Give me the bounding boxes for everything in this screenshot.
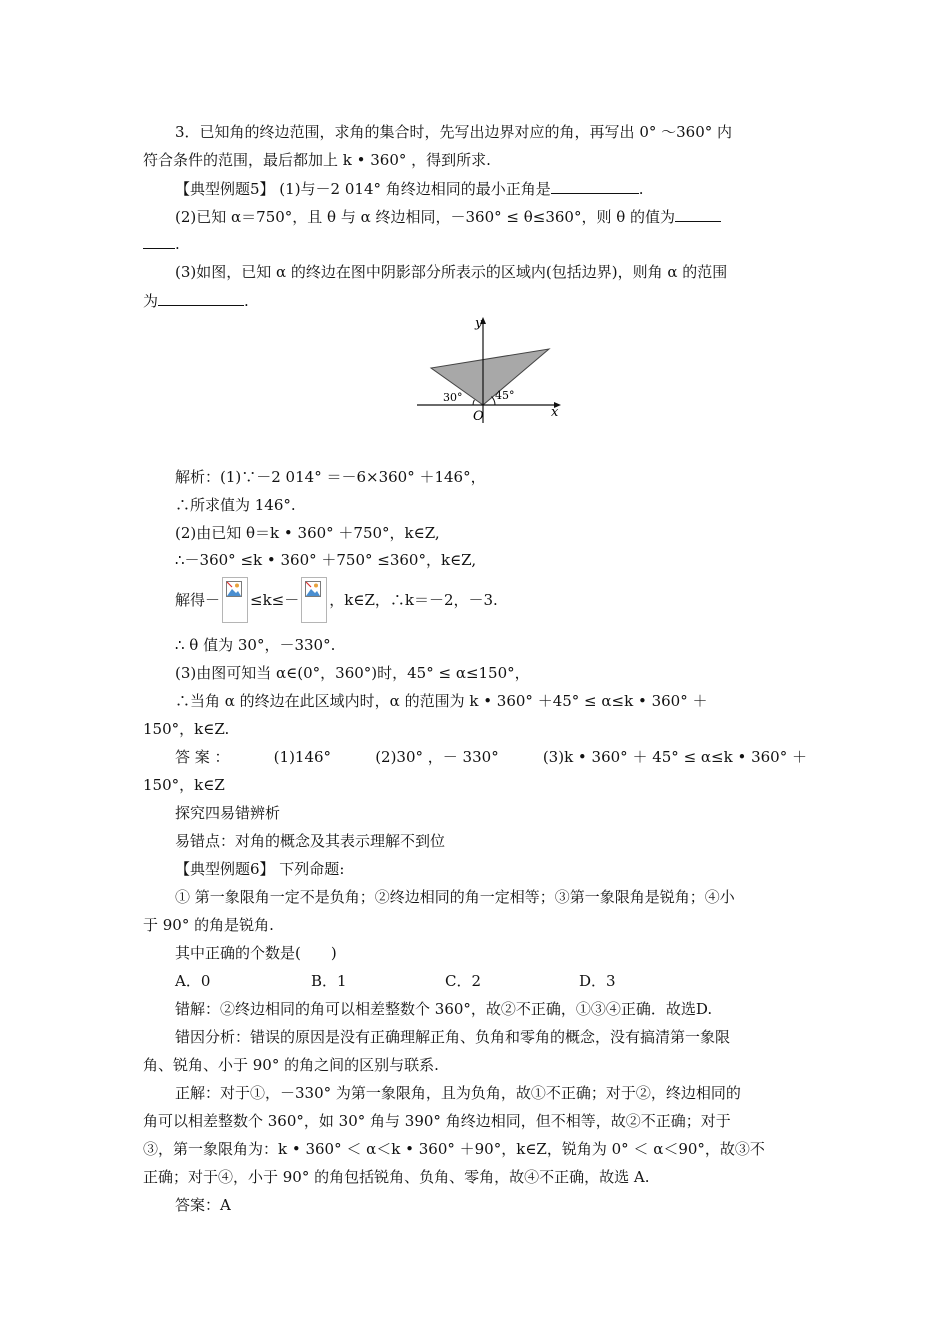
text-line: 符合条件的范围，最后都加上 k • 360° ，得到所求. (143, 151, 491, 169)
section-heading: 探究四易错辨析 (175, 804, 281, 822)
text-line: 错因分析：错误的原因是没有正确理解正角、负角和零角的概念，没有搞清第一象限 (175, 1028, 731, 1046)
answer-line: 150°，k∈Z (143, 776, 225, 794)
example-5-q2: (2)已知 α＝750°，且 θ 与 α 终边相同，－360° ≤ θ≤360°，则 θ 的值为 (175, 205, 721, 228)
text-line: 角、锐角、小于 90° 的角之间的区别与联系. (143, 1056, 439, 1074)
example-5-q2-cont: . (143, 232, 180, 255)
solution-line: 150°，k∈Z. (143, 720, 230, 738)
text-line: ① 第一象限角一定不是负角；②终边相同的角一定相等；③第一象限角是锐角；④小 (175, 888, 735, 906)
origin-label: O (473, 409, 484, 424)
answer-blank (143, 232, 175, 249)
x-axis-label: x (551, 405, 559, 420)
example-5-q3-cont: 为 . (143, 289, 249, 312)
solution-line: ∴－360° ≤k • 360° ＋750° ≤360°，k∈Z, (175, 551, 477, 569)
y-axis-label: y (475, 316, 483, 331)
text-line: 易错点：对角的概念及其表示理解不到位 (175, 832, 446, 850)
left-angle-arc (473, 400, 474, 405)
solution-line: ∴所求值为 146°. (175, 496, 296, 514)
solution-line: ∴当角 α 的终边在此区域内时，α 的范围为 k • 360° ＋45° ≤ α≤k • 360° ＋ (175, 692, 708, 710)
answer-line: 答 案 ： (1)146° (2)30° ，－ 330° (3)k • 360° ＋ 45° ≤ α≤k • 360° ＋ (175, 748, 807, 766)
solution-line: (2)由已知 θ＝k • 360° ＋750°，k∈Z, (175, 524, 440, 542)
text-line: 正确；对于④，小于 90° 的角包括锐角、负角、零角，故④不正确，故选 A. (143, 1168, 650, 1186)
broken-image-icon (301, 577, 327, 623)
angle-region-figure (415, 313, 575, 425)
answer-blank (675, 205, 721, 222)
solution-fraction-line: 解得－ ≤k≤－ ，k∈Z，∴k＝－2，－3. (175, 577, 498, 623)
right-angle-label: 45° (495, 389, 515, 402)
solution-line: ∴ θ 值为 30°，－330°. (175, 636, 336, 654)
answer-blank (158, 289, 244, 306)
text-line: 正解：对于①，－330° 为第一象限角，且为负角，故①不正确；对于②，终边相同的 (175, 1084, 741, 1102)
text-line: 3．已知角的终边范围，求角的集合时，先写出边界对应的角，再写出 0° ～360° 内 (175, 123, 733, 141)
text-line: ③，第一象限角为：k • 360° ＜ α＜k • 360° ＋90°，k∈Z，锐角为 0° ＜ α＜90°，故③不 (143, 1140, 765, 1158)
text-line: 角可以相差整数个 360°，如 30° 角与 390° 角终边相同，但不相等，故②不正确；对于 (143, 1112, 731, 1130)
solution-line: 解析：(1)∵－2 014° ＝－6×360° ＋146°， (175, 468, 486, 486)
option-d: D．3 (579, 972, 616, 990)
example-5-q1: 【典型例题5】 (1)与－2 014° 角终边相同的最小正角是 . (175, 177, 644, 200)
option-c: C．2 (445, 972, 482, 990)
option-b: B．1 (311, 972, 347, 990)
text-line: 于 90° 的角是锐角. (143, 916, 274, 934)
example-6-title: 【典型例题6】 下列命题: (175, 860, 345, 878)
answer-blank (551, 177, 639, 194)
text-line: 其中正确的个数是( ) (175, 944, 337, 962)
broken-image-icon (222, 577, 248, 623)
left-angle-label: 30° (443, 391, 463, 404)
example-5-q3: (3)如图，已知 α 的终边在图中阴影部分所表示的区域内(包括边界)，则角 α 的范围 (175, 263, 728, 281)
text-line: 错解：②终边相同的角可以相差整数个 360°，故②不正确，①③④正确．故选D. (175, 1000, 713, 1018)
solution-line: (3)由图可知当 α∈(0°，360°)时，45° ≤ α≤150°， (175, 664, 530, 682)
option-a: A．0 (175, 972, 211, 990)
text-line: 答案：A (175, 1196, 231, 1214)
